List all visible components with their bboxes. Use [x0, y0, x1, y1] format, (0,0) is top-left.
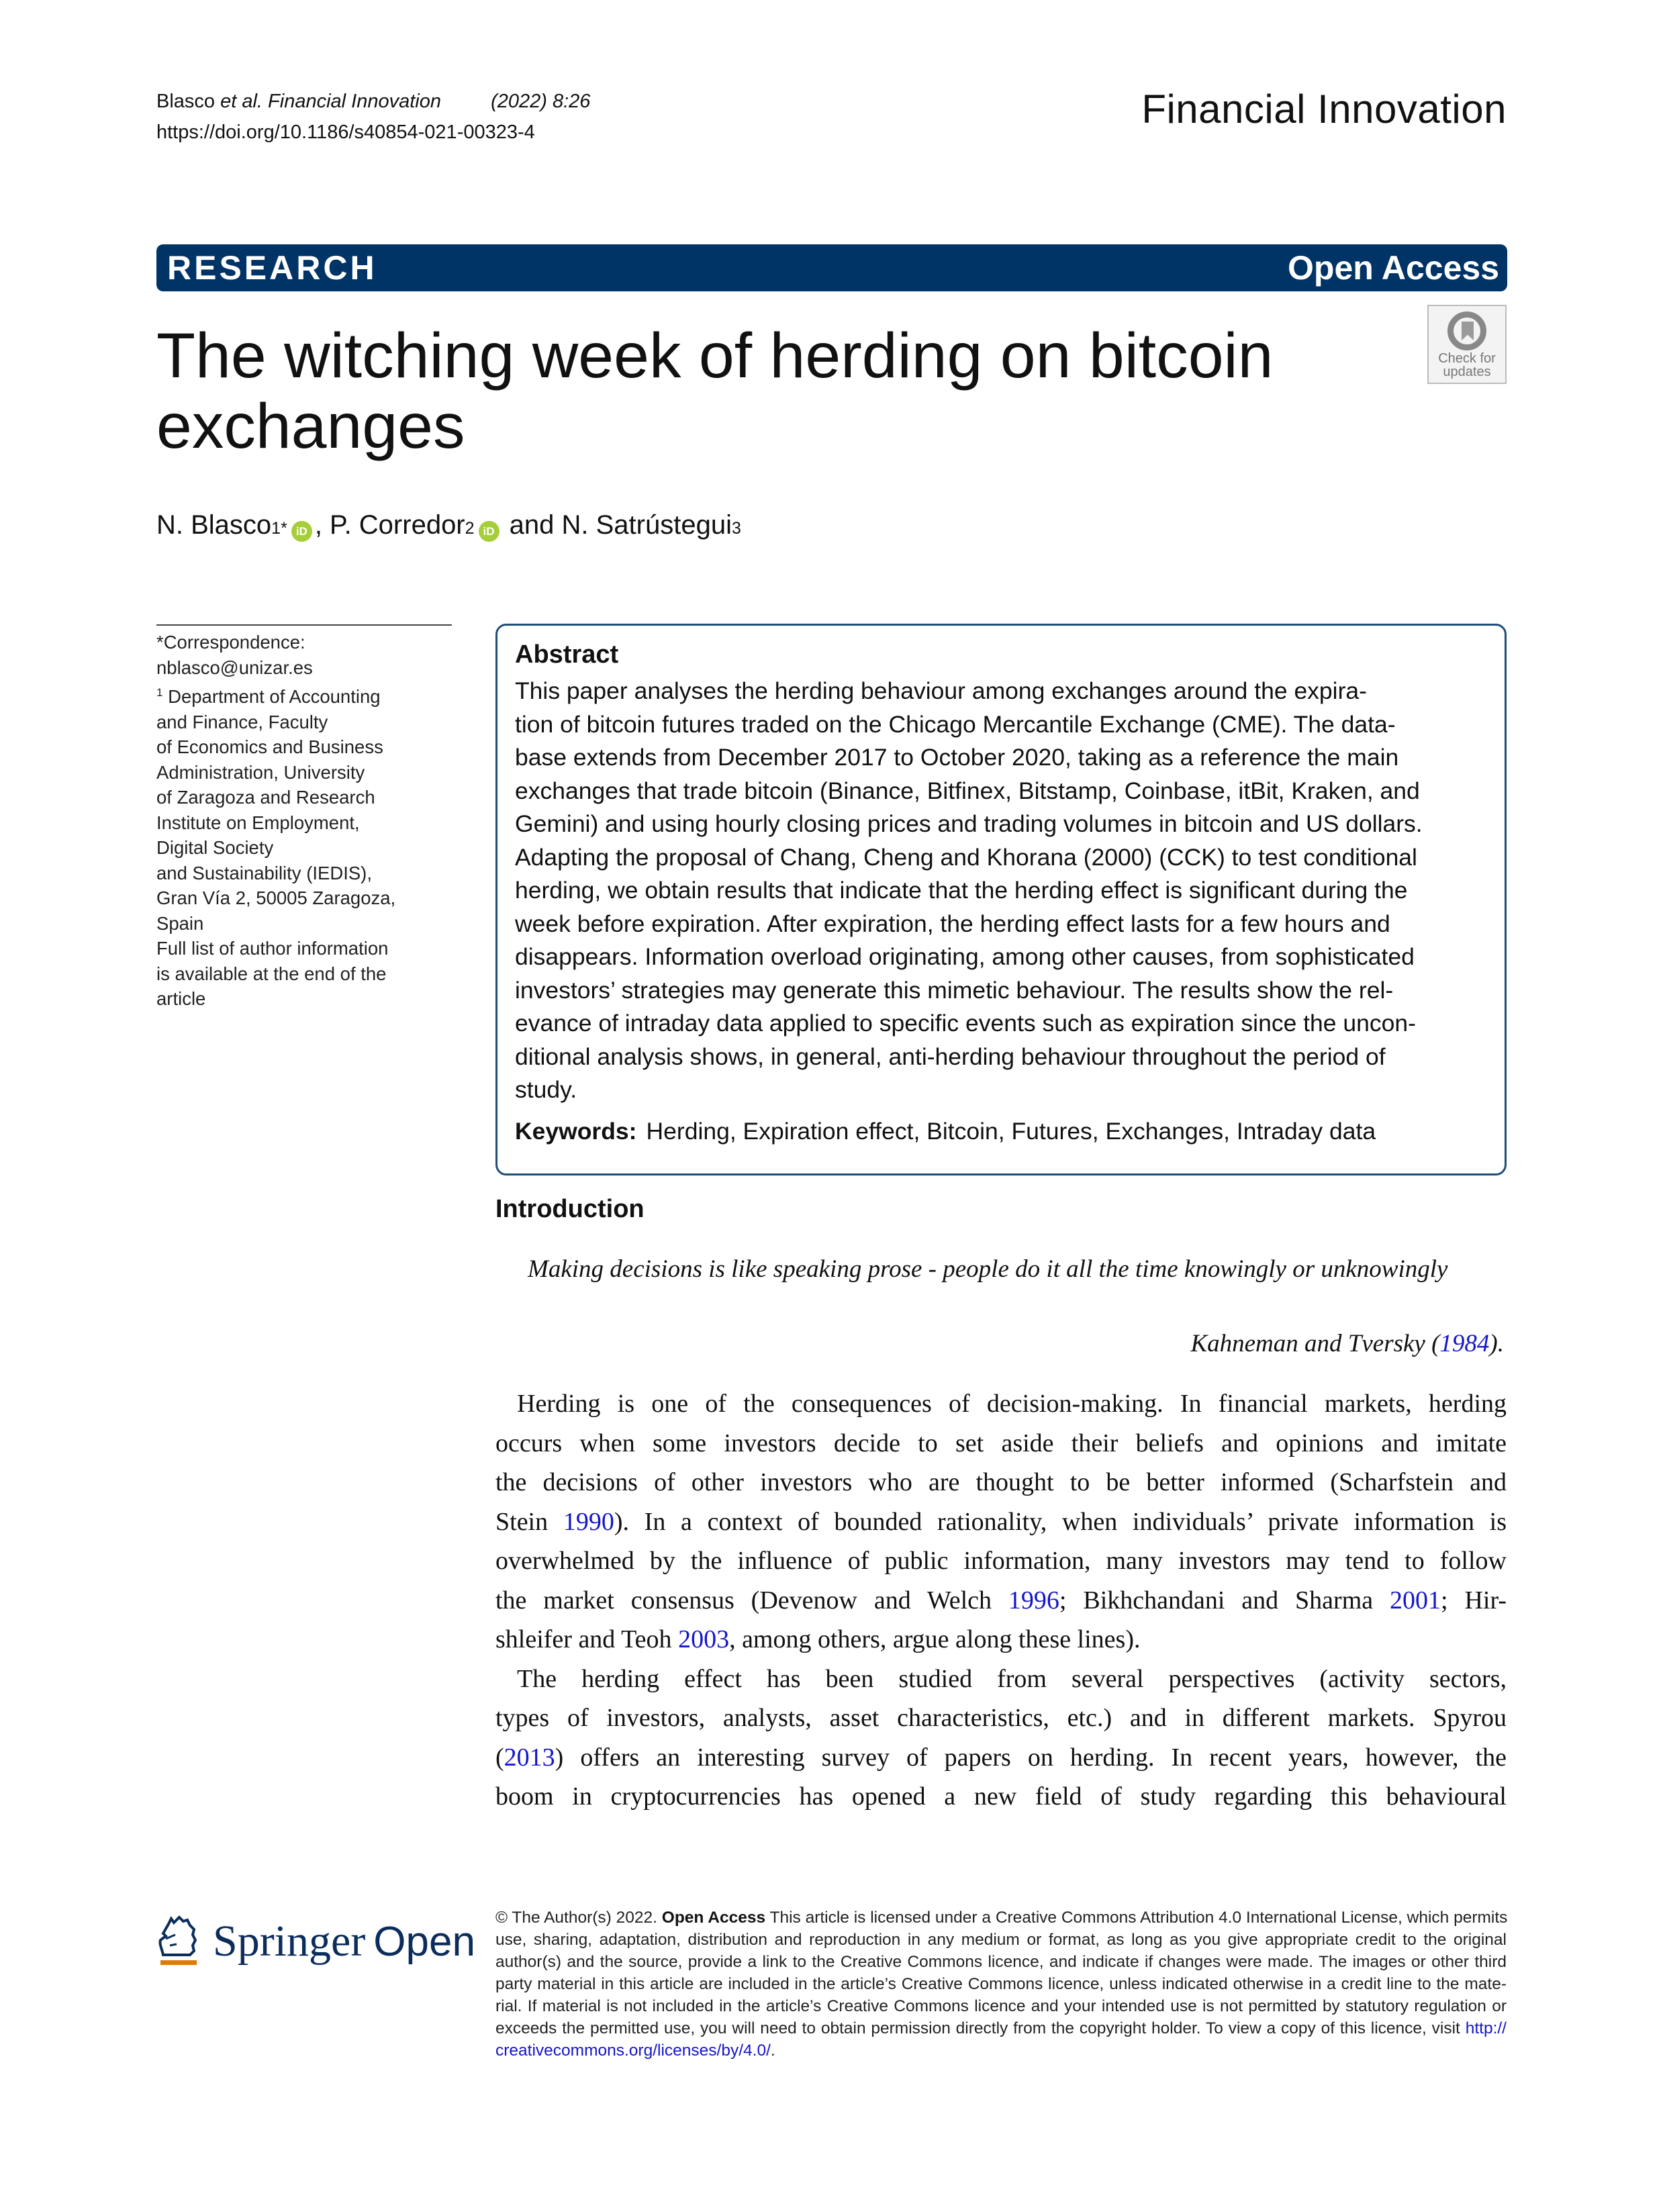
abstract-box — [495, 624, 1507, 1175]
citation-link[interactable]: 1996 — [1008, 1586, 1059, 1615]
open-access-bold: Open Access — [661, 1909, 766, 1927]
title-line-1: The witching week of herding on bitcoin — [156, 320, 1274, 391]
license-link[interactable]: http:// — [1465, 2019, 1507, 2037]
author-name[interactable]: N. Satrústegui — [561, 510, 732, 540]
author-affil-sup: 3 — [731, 519, 741, 538]
affiliation-line: Spain — [156, 912, 204, 934]
year-volume: (2022) 8:26 — [491, 91, 591, 112]
doi-link[interactable]: https://doi.org/10.1186/s40854-021-00323-4 — [156, 122, 535, 143]
citation-link[interactable]: 2001 — [1390, 1586, 1441, 1615]
running-head-authors: Blasco — [156, 91, 216, 112]
check-for-updates-badge[interactable]: Check for updates — [1427, 305, 1507, 384]
open-wordmark: Open — [373, 1918, 475, 1965]
correspondence-sidebar — [156, 624, 452, 1012]
affiliation-line: Institute on Employment, — [156, 812, 360, 833]
et-al: et al. — [220, 91, 263, 112]
springer-open-logo[interactable] — [156, 1915, 475, 1968]
author-name[interactable]: N. Blasco — [156, 510, 272, 540]
introduction-body — [495, 1384, 1507, 1817]
article-title — [156, 321, 1365, 462]
article-type-banner — [156, 244, 1507, 291]
epigraph-quote: Making decisions is like speaking prose - people do it all the time knowingly or unknowingly — [528, 1255, 1448, 1283]
license-link[interactable]: creativecommons.org/licenses/by/4.0/ — [495, 2041, 771, 2060]
affiliation-line: Digital Society — [156, 837, 274, 858]
author-list: N. Blasco 1* iD , P. Corredor 2 iD and N. Satrústegui 3 — [156, 510, 741, 540]
epigraph-citation: Kahneman and Tversky (1984). — [1190, 1330, 1504, 1357]
citation-link[interactable]: 2013 — [504, 1743, 555, 1772]
citation-link[interactable]: 1984 — [1439, 1330, 1490, 1357]
affiliation-line: and Sustainability (IEDIS), — [156, 862, 372, 883]
title-line-2: exchanges — [156, 391, 465, 462]
correspondence-email[interactable]: nblasco@unizar.es — [156, 657, 313, 678]
crossmark-icon — [1447, 311, 1486, 350]
abstract-heading: Abstract — [515, 640, 619, 669]
springer-wordmark: Springer — [213, 1917, 366, 1966]
keywords-list: Herding, Expiration effect, Bitcoin, Futures, Exchanges, Intraday data — [646, 1117, 1376, 1145]
author-name[interactable]: P. Corredor — [330, 510, 465, 540]
journal-name: Financial Innovation — [1141, 87, 1507, 132]
license-notice: © The Author(s) 2022. Open Access This article is licensed under a Creative Commons Attribution 4.0 International License, which permits use, sharing, adaptation, distribution and reproduction in any medium or format, as long as you give appropriate credit to the original author(s) and the source, provide a link to the Creative Commons licence, and indicate if changes were made. The images or other third party material in this article are included in the article’s Creative Commons licence, unless indicated otherwise in a credit line to the mate- rial. If material is not included in the article’s Creative Commons licence and your intended use is not permitted by statutory regulation or exceeds the permitted use, you will need to obtain permission directly from the copyright holder. To view a copy of this licence, visit http:// creativecommons.org/licenses/by/4.0/. — [495, 1909, 1508, 2060]
correspondence-label: *Correspondence: — [156, 632, 305, 653]
citation-link[interactable]: 2003 — [678, 1625, 730, 1653]
author-affil-sup: 2 — [465, 519, 475, 538]
running-head-journal: Financial Innovation — [268, 91, 441, 112]
affiliation-line: and Finance, Faculty — [156, 711, 328, 732]
affiliation-line: Gran Vía 2, 50005 Zaragoza, — [156, 887, 396, 908]
affiliation-line: of Economics and Business — [156, 736, 383, 757]
springer-horse-icon — [156, 1915, 199, 1968]
citation-line — [156, 86, 590, 117]
affiliation-line: of Zaragoza and Research — [156, 787, 375, 808]
affiliation-line: $^1$ Department of Accounting — [156, 686, 381, 707]
orcid-icon[interactable]: iD — [291, 521, 312, 542]
open-access-label: Open Access — [1288, 249, 1499, 287]
author-info-note: Full list of author information — [156, 938, 389, 959]
paragraph: The herding effect has been studied from several perspectives (activity sectors, types of investors, analysts, asset characteristics, etc.) and in different markets. Spyrou (2013) offers an interesting survey of papers on herding. In recent years, however, the boom in cryptocurrencies has opened a new field of study regarding this behavioural — [495, 1664, 1507, 1811]
paragraph: Herding is one of the consequences of decision-making. In financial markets, herding occurs when some investors decide to set aside their beliefs and opinions and imitate the decisions of other investors who are thought to be better informed (Scharfstein and Stein 1990). In a context of bounded rationality, when individuals’ private information is overwhelmed by the influence of public information, many investors may tend to follow the market consensus (Devenow and Welch 1996; Bikhchandani and Sharma 2001; Hir- shleifer and Teoh 2003, among others, argue along these lines). — [495, 1390, 1507, 1653]
affiliation-line: Administration, University — [156, 761, 365, 783]
running-head — [156, 86, 590, 148]
keywords-label: Keywords: — [515, 1117, 637, 1145]
abstract-text: This paper analyses the herding behaviour among exchanges around the expira- tion of bitcoin futures traded on the Chicago Mercantile Exchange (CME). The data- base extends from December 2017 to October 2020, taking as a reference the main exchanges that trade bitcoin (Binance, Bitfinex, Bitstamp, Coinbase, itBit, Kraken, and Gemini) and using hourly closing prices and trading volumes in bitcoin and US dollars. Adapting the proposal of Chang, Cheng and Khorana (2000) (CCK) to test conditional herding, we obtain results that indicate that the herding effect is significant during the week before expiration. After expiration, the herding effect lasts for a few hours and disappears. Information overload originating, among other causes, from sophisticated investors’ strategies may generate this mimetic behaviour. The results show the rel- evance of intraday data applied to specific events such as expiration since the uncon- ditional analysis shows, in general, anti-herding behaviour throughout the period of study. — [515, 677, 1423, 1103]
introduction-heading: Introduction — [495, 1195, 645, 1223]
author-info-note: is available at the end of the — [156, 963, 387, 984]
author-info-note: article — [156, 988, 206, 1009]
orcid-icon[interactable]: iD — [479, 521, 500, 542]
keywords — [515, 1118, 1488, 1145]
citation-link[interactable]: 1990 — [563, 1507, 614, 1536]
author-affil-sup: 1* — [271, 519, 287, 538]
article-type-label: RESEARCH — [167, 249, 377, 287]
